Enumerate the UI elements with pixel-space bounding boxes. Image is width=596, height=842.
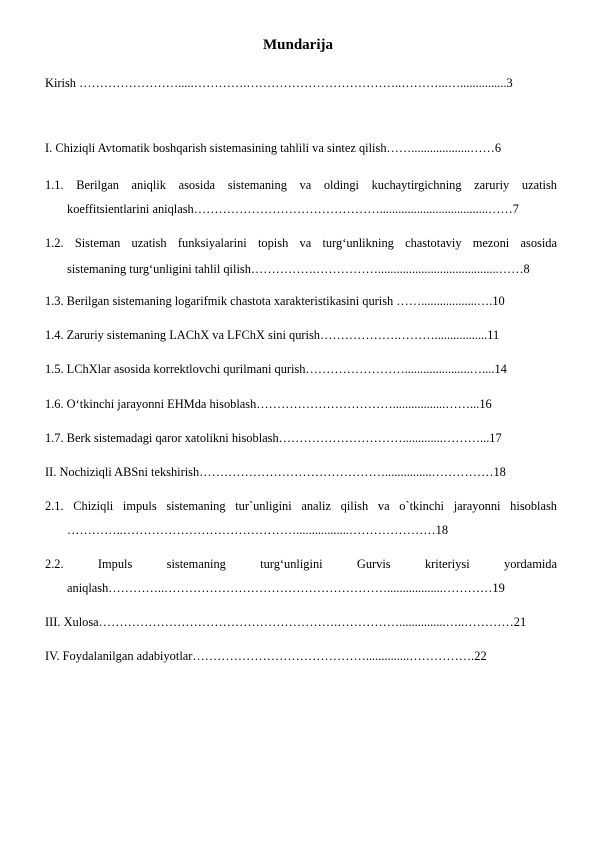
toc-entry-1-7: 1.7. Berk sistemadagi qaror xatolikni hisoblash………………………….............………...17 xyxy=(45,431,502,445)
toc-entry-1-5: 1.5. LChXlar asosida korrektlovchi qurilmani qurish…………………….....................…....14 xyxy=(45,362,507,376)
toc-entry-1-2-line-1: 1.2. Sisteman uzatish funksiyalarini topish va turg‘unlikning chastotaviy mezoni asosida xyxy=(45,236,557,250)
toc-entry-2-2-line-2: aniqlash…………..………………………………………………..................…………19 xyxy=(67,581,505,595)
toc-entry-1-1-line-1: 1.1. Berilgan aniqlik asosida sistemaning va oldingi kuchaytirgichning zaruriy uzatish xyxy=(45,178,557,192)
toc-entry-1-6: 1.6. O‘tkinchi jarayonni EHMda hisoblash…………………………….................……...16 xyxy=(45,397,492,411)
toc-entry-2-1-line-1: 2.1. Chiziqli impuls sistemaning tur`unligini analiz qilish va o`tkinchi jarayonni hisoblash xyxy=(45,499,557,513)
toc-entry-section-3: III. Xulosa………………………………………………….……………...............…..…………21 xyxy=(45,615,527,629)
toc-entry-2-2-line-1: 2.2. Impuls sistemaning turg‘unligini Gurvis kriteriysi yordamida xyxy=(45,557,557,571)
toc-entry-section-2: II. Nochiziqli ABSni tekshirish………………………………………...............……………18 xyxy=(45,465,506,479)
page-title: Mundarija xyxy=(262,37,333,53)
toc-entry-1-3: 1.3. Berilgan sistemaning logarifmik chastota xarakteristikasini qurish ……..................….10 xyxy=(45,294,505,308)
toc-entry-1-4: 1.4. Zaruriy sistemaning LAChX va LFChX sini qurish……………….……….................11 xyxy=(45,328,500,342)
toc-entry-2-1-line-2: …………..…………………………………….................…………………18 xyxy=(67,523,449,537)
toc-entry-section-1: I. Chiziqli Avtomatik boshqarish sistemasining tahlili va sintez qilish……...................……6 xyxy=(45,141,502,155)
toc-entry-kirish: Kirish …………………….....………….………………………………..………...…...............3 xyxy=(45,76,513,90)
toc-entry-1-1-line-2: koeffitsientlarini aniqlash………………………………………...................................……7 xyxy=(67,202,519,216)
toc-entry-1-2-line-2: sistemaning turg‘unligini tahlil qilish…………….…………….......................................……8 xyxy=(67,262,530,276)
toc-entry-section-4: IV. Foydalanilgan adabiyotlar……………………………………..............…………….22 xyxy=(45,649,487,663)
